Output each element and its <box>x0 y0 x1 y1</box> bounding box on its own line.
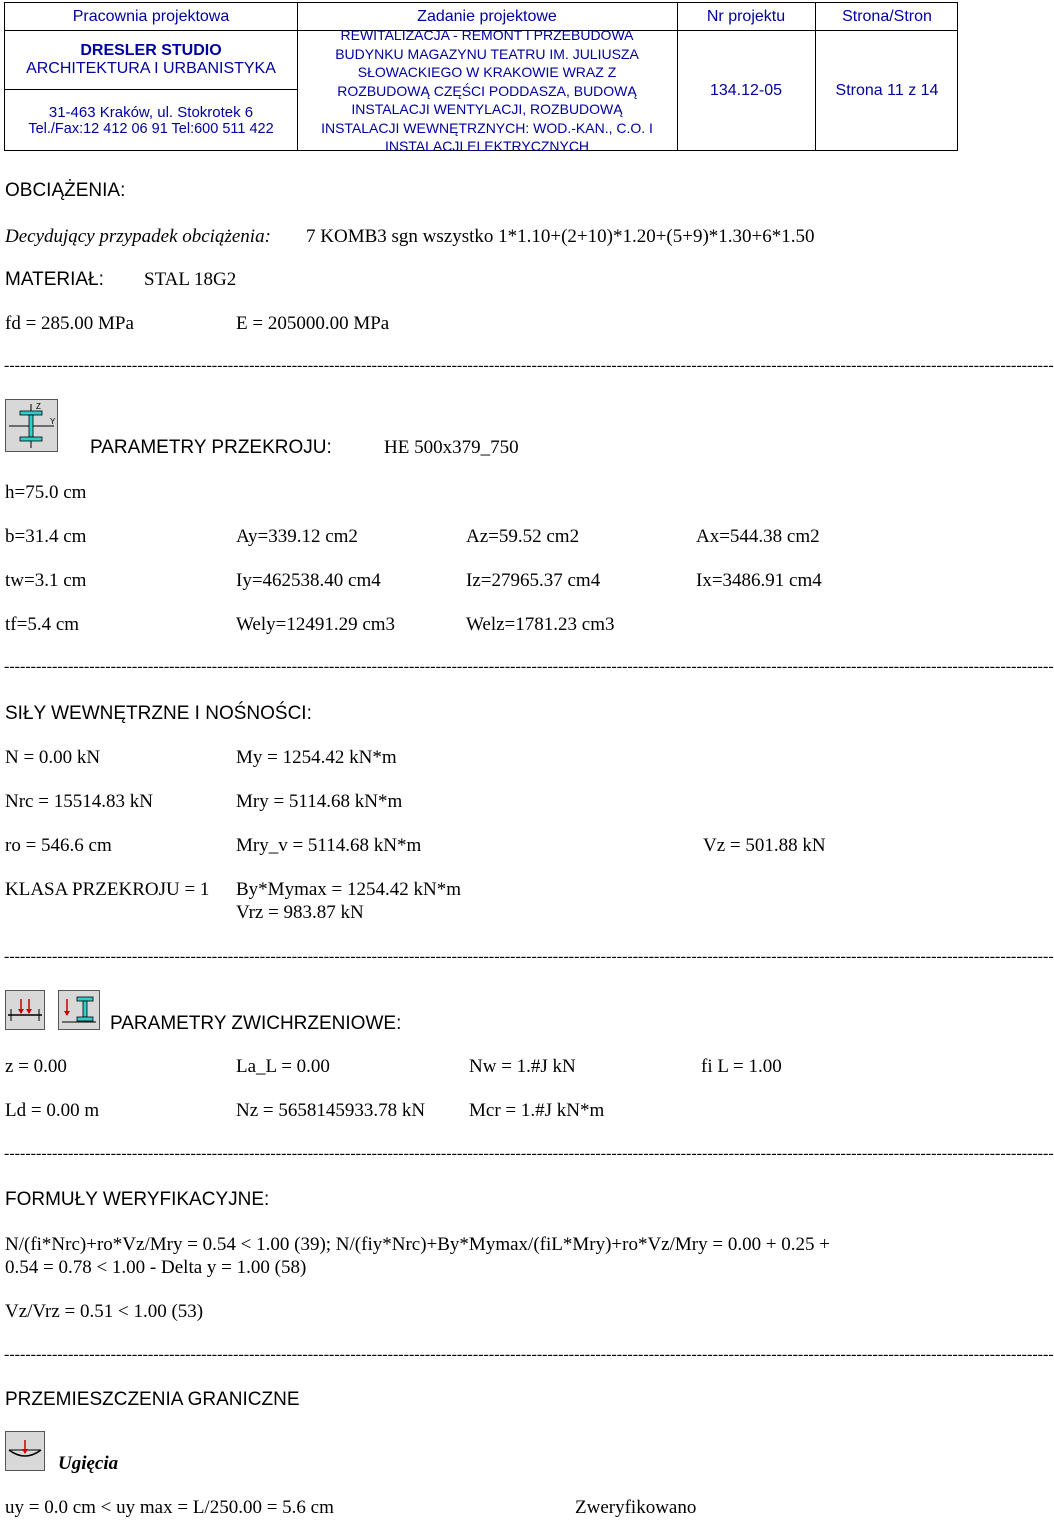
firm-address: 31-463 Kraków, ul. Stokrotek 6 <box>48 103 254 121</box>
separator: ----------------------------------------------------------------------------------------------------------------------------------------------------------------------------------------------------- <box>4 1145 1054 1162</box>
force-my: My = 1254.42 kN*m <box>236 747 397 768</box>
param-az: Az=59.52 cm2 <box>466 526 580 547</box>
fd-value: fd = 285.00 MPa <box>5 313 134 334</box>
param-ay: Ay=339.12 cm2 <box>236 526 358 547</box>
loads-heading: OBCIĄŻENIA: <box>5 180 126 201</box>
param-ax: Ax=544.38 cm2 <box>696 526 820 547</box>
param-tw: tw=3.1 cm <box>5 570 87 591</box>
separator: ----------------------------------------------------------------------------------------------------------------------------------------------------------------------------------------------------- <box>4 1346 1054 1363</box>
displacements-heading: PRZEMIESZCZENIA GRANICZNE <box>5 1389 300 1410</box>
verification-line-2: 0.54 = 0.78 < 1.00 - Delta y = 1.00 (58) <box>5 1257 307 1278</box>
header-table <box>4 2 958 155</box>
firm-subtitle: ARCHITEKTURA I URBANISTYKA <box>26 60 276 77</box>
buckling-la-l: La_L = 0.00 <box>236 1056 330 1077</box>
force-vrz: Vrz = 983.87 kN <box>236 902 364 923</box>
verification-status: Zweryfikowano <box>575 1497 697 1518</box>
force-ro: ro = 546.6 cm <box>5 835 112 856</box>
project-line: INSTALACJI WEWNĘTRZNYCH: WOD.-KAN., C.O. I <box>321 119 653 136</box>
svg-text:Y: Y <box>50 417 56 426</box>
project-description <box>297 27 677 155</box>
separator: ----------------------------------------------------------------------------------------------------------------------------------------------------------------------------------------------------- <box>4 948 1054 965</box>
param-b: b=31.4 cm <box>5 526 87 547</box>
separator: ----------------------------------------------------------------------------------------------------------------------------------------------------------------------------------------------------- <box>4 357 1054 374</box>
svg-text:Z: Z <box>36 402 41 411</box>
firm-block <box>5 31 297 89</box>
buckling-nz: Nz = 5658145933.78 kN <box>236 1100 426 1121</box>
deflection-check: uy = 0.0 cm < uy max = L/250.00 = 5.6 cm <box>5 1497 334 1518</box>
section-class: KLASA PRZEKROJU = 1 <box>5 879 210 900</box>
buckling-heading: PARAMETRY ZWICHRZENIOWE: <box>110 1013 402 1034</box>
deflection-subheading: Ugięcia <box>58 1453 119 1474</box>
material-label: MATERIAŁ: <box>5 269 104 290</box>
page-number: Strona 11 z 14 <box>835 82 939 99</box>
buckling-fi-l: fi L = 1.00 <box>701 1056 782 1077</box>
project-line: BUDYNKU MAGAZYNU TEATRU IM. JULIUSZA <box>335 45 639 62</box>
decisive-case-value: 7 KOMB3 sgn wszystko 1*1.10+(2+10)*1.20+(5+9)*1.30+6*1.50 <box>306 226 815 247</box>
force-nrc: Nrc = 15514.83 kN <box>5 791 153 812</box>
buckling-mcr: Mcr = 1.#J kN*m <box>469 1100 605 1121</box>
project-line: SŁOWACKIEGO W KRAKOWIE WRAZ Z <box>357 64 617 81</box>
param-welz: Welz=1781.23 cm3 <box>466 614 615 635</box>
param-wely: Wely=12491.29 cm3 <box>236 614 396 635</box>
force-mry-v: Mry_v = 5114.68 kN*m <box>236 835 422 856</box>
verification-line-3: Vz/Vrz = 0.51 < 1.00 (53) <box>5 1301 204 1322</box>
param-tf: tf=5.4 cm <box>5 614 80 635</box>
project-line: INSTALACJI WENTYLACJI, ROZBUDOWĄ <box>351 101 623 118</box>
firm-phone: Tel./Fax:12 412 06 91 Tel:600 511 422 <box>28 120 274 137</box>
project-number: 134.12-05 <box>709 82 783 99</box>
verification-line-1: N/(fi*Nrc)+ro*Vz/Mry = 0.54 < 1.00 (39); N/(fiy*Nrc)+By*Mymax/(fiL*Mry)+ro*Vz/Mry = 0.00 + 0.25 + <box>5 1234 830 1255</box>
project-line: ROZBUDOWĄ CZĘŚCI PODDASZA, BUDOWĄ <box>337 82 637 99</box>
project-line: INSTALACJI ELEKTRYCZNYCH <box>384 138 590 155</box>
param-iy: Iy=462538.40 cm4 <box>236 570 381 591</box>
section-profile-icon <box>5 399 58 452</box>
col-project-number-title: Nr projektu <box>706 7 786 25</box>
profile-name: HE 500x379_750 <box>384 437 519 458</box>
project-line: REWITALIZACJA - REMONT I PRZEBUDOWA <box>340 27 634 44</box>
buckling-ld: Ld = 0.00 m <box>5 1100 100 1121</box>
param-iz: Iz=27965.37 cm4 <box>466 570 601 591</box>
section-heading: PARAMETRY PRZEKROJU: <box>90 437 332 458</box>
force-n: N = 0.00 kN <box>5 747 101 768</box>
deflection-icon <box>5 1431 45 1471</box>
beam-lateral-icon <box>5 990 45 1030</box>
col-page-title: Strona/Stron <box>842 7 932 25</box>
verification-heading: FORMUŁY WERYFIKACYJNE: <box>5 1189 270 1210</box>
firm-name: DRESLER STUDIO <box>80 42 222 59</box>
param-h: h=75.0 cm <box>5 482 87 503</box>
force-vz: Vz = 501.88 kN <box>703 835 826 856</box>
decisive-case-label: Decydujący przypadek obciążenia: <box>5 226 271 247</box>
buckling-z: z = 0.00 <box>5 1056 67 1077</box>
e-modulus-value: E = 205000.00 MPa <box>236 313 390 334</box>
param-ix: Ix=3486.91 cm4 <box>696 570 822 591</box>
col-studio-title: Pracownia projektowa <box>72 7 230 25</box>
separator: ----------------------------------------------------------------------------------------------------------------------------------------------------------------------------------------------------- <box>4 658 1054 675</box>
force-mry: Mry = 5114.68 kN*m <box>236 791 403 812</box>
col-task-title: Zadanie projektowe <box>417 7 557 25</box>
forces-heading: SIŁY WEWNĘTRZNE I NOŚNOŚCI: <box>5 703 312 724</box>
force-by-mymax: By*Mymax = 1254.42 kN*m <box>236 879 461 900</box>
i-beam-icon <box>58 990 100 1030</box>
material-value: STAL 18G2 <box>144 269 237 290</box>
firm-contact <box>5 90 297 150</box>
buckling-nw: Nw = 1.#J kN <box>469 1056 576 1077</box>
